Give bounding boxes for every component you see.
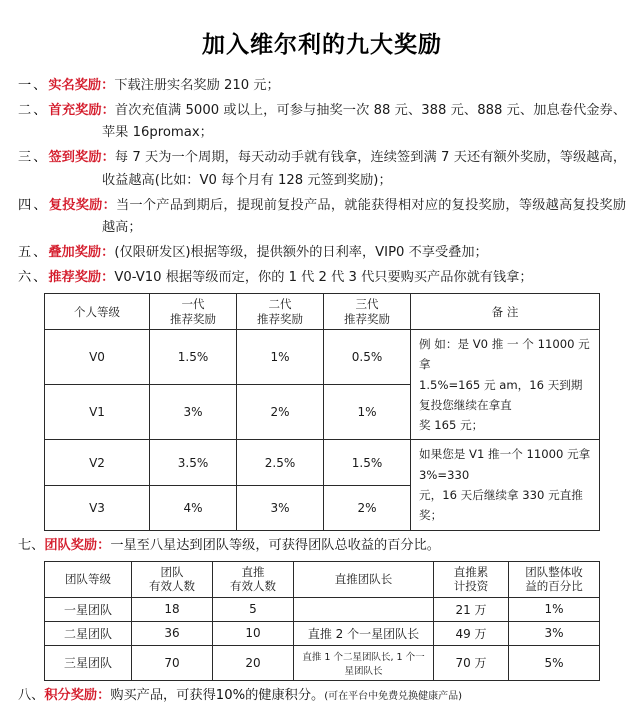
item-number: 四、 xyxy=(18,197,49,213)
row-gen1: 4% xyxy=(150,485,237,530)
item-label: 首充奖励： xyxy=(48,102,115,118)
header-gen2-line1: 二代 xyxy=(268,297,292,312)
row-level: V0 xyxy=(45,330,150,385)
row-gen3: 1.5% xyxy=(324,440,411,485)
note-line: 元，16 天后继续拿 330 元直推奖； xyxy=(419,488,583,523)
item-label: 叠加奖励： xyxy=(48,244,115,260)
row-team-valid: 36 xyxy=(132,621,213,645)
item-text: 下载注册实名奖励 210 元； xyxy=(114,78,280,93)
row-gen3: 0.5% xyxy=(324,330,411,385)
header-gen1-line1: 一代 xyxy=(181,297,205,312)
header-team-valid-line1: 团队 xyxy=(160,565,184,580)
note-line: 1.5%=165 元 am，16 天到期复投您继续在拿直 xyxy=(419,377,583,412)
header-team-invest xyxy=(434,562,509,598)
table-row xyxy=(45,645,600,680)
document-page xyxy=(0,26,644,703)
row-team-invest: 49 万 xyxy=(434,621,509,645)
page-title: 加入维尔利的九大奖励 xyxy=(202,32,442,58)
row-team-level: 二星团队 xyxy=(45,621,132,645)
header-team-leader: 直推团队长 xyxy=(294,562,434,598)
header-gen2-line2: 推荐奖励 xyxy=(257,311,303,326)
header-gen3-line2: 推荐奖励 xyxy=(344,311,390,326)
header-team-direct-line1: 直推 xyxy=(241,565,265,580)
row-team-leader xyxy=(294,597,434,621)
table-row xyxy=(45,597,600,621)
item-number: 八、 xyxy=(18,687,45,703)
row-team-level: 三星团队 xyxy=(45,645,132,680)
row-team-leader: 直推 2 个一星团队长 xyxy=(294,621,434,645)
header-team-valid xyxy=(132,562,213,598)
row-team-percent: 1% xyxy=(509,597,600,621)
item-label: 推荐奖励： xyxy=(48,269,115,285)
table-header-row xyxy=(45,294,600,330)
header-gen3-line1: 三代 xyxy=(355,297,379,312)
row-gen1: 1.5% xyxy=(150,330,237,385)
item-text: 购买产品，可获得10%的健康积分。 xyxy=(110,687,325,703)
row-level: V1 xyxy=(45,385,150,440)
note-cell-lower xyxy=(411,440,600,530)
row-team-level: 一星团队 xyxy=(45,597,132,621)
header-gen1-line2: 推荐奖励 xyxy=(170,311,216,326)
item-text: 每 7 天为一个周期，每天动动手就有钱拿，连续签到满 7 天还有额外奖励，等级越高，收益越高(比如：V0 每个月有 128 元签到奖励)； xyxy=(102,150,627,188)
header-gen2 xyxy=(237,294,324,330)
item-8-note: (可在平台中免费兑换健康产品) xyxy=(324,690,463,702)
row-level: V3 xyxy=(45,485,150,530)
row-level: V2 xyxy=(45,440,150,485)
table-row xyxy=(45,621,600,645)
team-reward-table xyxy=(44,561,600,681)
header-team-direct-line2: 有效人数 xyxy=(230,579,276,594)
header-team-percent-line1: 团队整体收 xyxy=(525,565,583,580)
header-level: 个人等级 xyxy=(45,294,150,330)
item-number: 一、 xyxy=(18,78,49,93)
item-label: 签到奖励： xyxy=(48,150,115,166)
note-line: 如果您是 V1 推一个 11000 元拿 3%=330 xyxy=(419,447,591,482)
header-gen1 xyxy=(150,294,237,330)
item-label: 团队奖励： xyxy=(44,537,111,553)
row-team-direct: 20 xyxy=(213,645,294,680)
table-row xyxy=(45,440,600,485)
row-gen3: 2% xyxy=(324,485,411,530)
header-team-invest-line1: 直推累 xyxy=(453,565,489,580)
item-number: 三、 xyxy=(18,150,49,166)
item-text: (仅限研发区)根据等级，提供额外的日利率，VIP0 不享受叠加； xyxy=(114,244,488,260)
row-gen3: 1% xyxy=(324,385,411,440)
item-label: 复投奖励： xyxy=(48,197,116,213)
item-label: 积分奖励： xyxy=(44,687,111,703)
header-note: 备 注 xyxy=(411,294,600,330)
row-gen2: 2% xyxy=(237,385,324,440)
referral-reward-table xyxy=(44,293,600,530)
header-team-level: 团队等级 xyxy=(45,562,132,598)
reward-item-1 xyxy=(18,75,626,98)
item-number: 六、 xyxy=(18,269,49,285)
note-cell-upper xyxy=(411,330,600,440)
item-number: 七、 xyxy=(18,537,45,553)
row-team-invest: 21 万 xyxy=(434,597,509,621)
item-text: 首次充值满 5000 或以上，可参与抽奖一次 88 元、388 元、888 元、加息卷代金券、苹果 16promax； xyxy=(102,102,627,141)
row-team-percent: 3% xyxy=(509,621,600,645)
row-team-leader: 直推 1 个二星团队长, 1 个一星团队长 xyxy=(294,645,434,680)
reward-item-2 xyxy=(18,100,626,145)
row-team-direct: 5 xyxy=(213,597,294,621)
item-number: 五、 xyxy=(18,244,49,260)
row-gen2: 2.5% xyxy=(237,440,324,485)
item-text: 一星至八星达到团队等级，可获得团队总收益的百分比。 xyxy=(110,537,440,553)
reward-item-7 xyxy=(18,535,626,557)
note-line: 奖 165 元； xyxy=(419,418,484,433)
reward-item-4 xyxy=(18,195,626,240)
item-text: V0-V10 根据等级而定，你的 1 代 2 代 3 代只要购买产品你就有钱拿； xyxy=(114,269,533,285)
header-team-percent-line2: 益的百分比 xyxy=(525,579,583,594)
row-team-valid: 18 xyxy=(132,597,213,621)
row-gen2: 3% xyxy=(237,485,324,530)
reward-item-5 xyxy=(18,242,626,265)
header-team-percent xyxy=(509,562,600,598)
header-gen3 xyxy=(324,294,411,330)
row-team-percent: 5% xyxy=(509,645,600,680)
header-team-invest-line2: 计投资 xyxy=(453,579,489,594)
row-gen2: 1% xyxy=(237,330,324,385)
row-team-valid: 70 xyxy=(132,645,213,680)
item-number: 二、 xyxy=(18,102,49,118)
reward-item-3 xyxy=(18,147,626,192)
note-line: 例 如：是 V0 推 一 个 11000 元 拿 xyxy=(419,337,590,372)
row-team-direct: 10 xyxy=(213,621,294,645)
reward-item-6 xyxy=(18,267,626,290)
table-row xyxy=(45,330,600,385)
row-gen1: 3% xyxy=(150,385,237,440)
reward-item-8 xyxy=(18,685,626,706)
item-text: 当一个产品到期后，提现前复投产品，就能获得相对应的复投奖励，等级越高复投奖励越高； xyxy=(102,197,627,236)
header-team-valid-line2: 有效人数 xyxy=(149,579,195,594)
row-gen1: 3.5% xyxy=(150,440,237,485)
row-team-invest: 70 万 xyxy=(434,645,509,680)
header-team-direct xyxy=(213,562,294,598)
table-header-row xyxy=(45,562,600,598)
item-label: 实名奖励： xyxy=(48,78,115,93)
